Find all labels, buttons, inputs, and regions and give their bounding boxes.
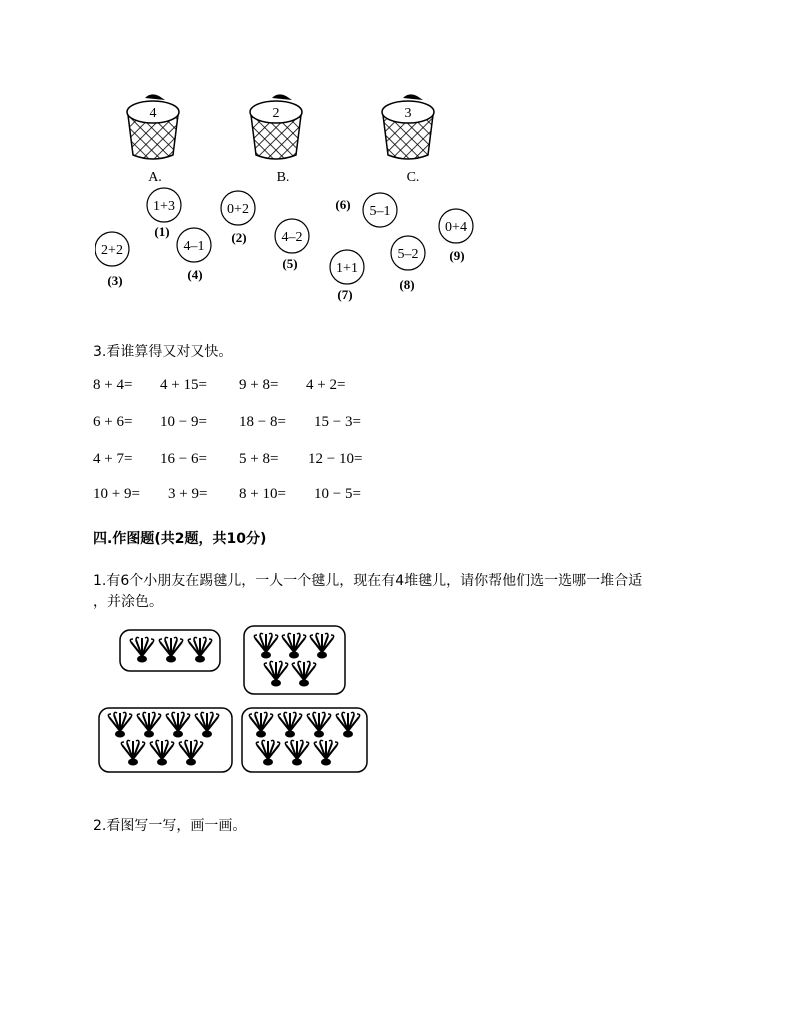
ball-5 [275,219,309,271]
q1-text-line2: ，并涂色。 [93,594,163,610]
equation: 5 + 8= [239,451,279,467]
ball-9 [439,209,473,263]
equation: 18 − 8= [239,414,286,430]
ball-expr: 4–1 [183,239,205,254]
ball-tag: (7) [337,287,353,302]
equation: 8 + 4= [93,377,133,393]
basket-label: A. [148,170,162,185]
ball-tag: (6) [335,197,351,212]
equation: 10 + 9= [93,486,140,502]
section3-title: 3.看谁算得又对又快。 [93,344,233,360]
equation: 8 + 10= [239,486,286,502]
pile-1[interactable] [120,630,220,671]
equation: 10 − 5= [314,486,361,502]
basket-handle-icon [272,94,292,100]
ball-expr: 0+4 [445,220,467,235]
ball-expr: 1+3 [153,199,175,214]
basket-handle-icon [145,94,165,100]
basket-ball-svg [95,93,478,303]
pile-3[interactable] [99,708,232,772]
ball-4 [177,228,211,282]
ball-expr: 4–2 [281,230,303,245]
equation: 4 + 15= [160,377,207,393]
pile-4[interactable] [242,708,367,772]
q1-text-line1: 1.有6个小朋友在踢毽儿，一人一个毽儿，现在有4堆毽儿，请你帮他们选一选哪一堆合适 [93,573,643,589]
basket-number: 4 [149,106,157,121]
ball-expr: 2+2 [101,243,123,258]
q2-text: 2.看图写一写，画一画。 [93,818,247,834]
ball-tag: (8) [399,277,415,292]
equation: 9 + 8= [239,377,279,393]
ball-tag: (4) [187,267,203,282]
equation: 4 + 7= [93,451,133,467]
section4-heading: 四.作图题(共2题，共10分) [93,531,267,547]
basket-label: B. [276,170,290,185]
ball-expr: 5–2 [397,247,419,262]
ball-tag: (5) [282,256,298,271]
shuttlecock-svg [96,622,370,778]
equation: 16 − 6= [160,451,207,467]
basket-b [250,94,302,185]
equation: 12 − 10= [308,451,363,467]
equation: 3 + 9= [168,486,208,502]
basket-number: 2 [272,106,280,121]
ball-expr: 1+1 [336,261,358,276]
basket-c [382,94,434,185]
ball-7 [330,250,364,302]
ball-tag: (2) [231,230,247,245]
ball-2 [221,191,255,245]
ball-tag: (9) [449,248,465,263]
basket-ball-figure [95,93,478,303]
equation: 15 − 3= [314,414,361,430]
equation: 10 − 9= [160,414,207,430]
equation: 6 + 6= [93,414,133,430]
ball-6 [335,193,397,227]
basket-label: C. [406,170,420,185]
ball-8 [391,236,425,292]
ball-tag: (1) [154,224,170,239]
shuttlecock-figure [96,622,370,778]
ball-1 [147,188,181,239]
basket-number: 3 [404,106,412,121]
ball-expr: 5–1 [369,204,391,219]
basket-handle-icon [403,94,423,100]
equation: 4 + 2= [306,377,346,393]
ball-tag: (3) [107,273,123,288]
ball-3 [95,232,129,288]
ball-expr: 0+2 [227,202,249,217]
pile-2[interactable] [244,626,345,694]
basket-a [127,94,179,185]
